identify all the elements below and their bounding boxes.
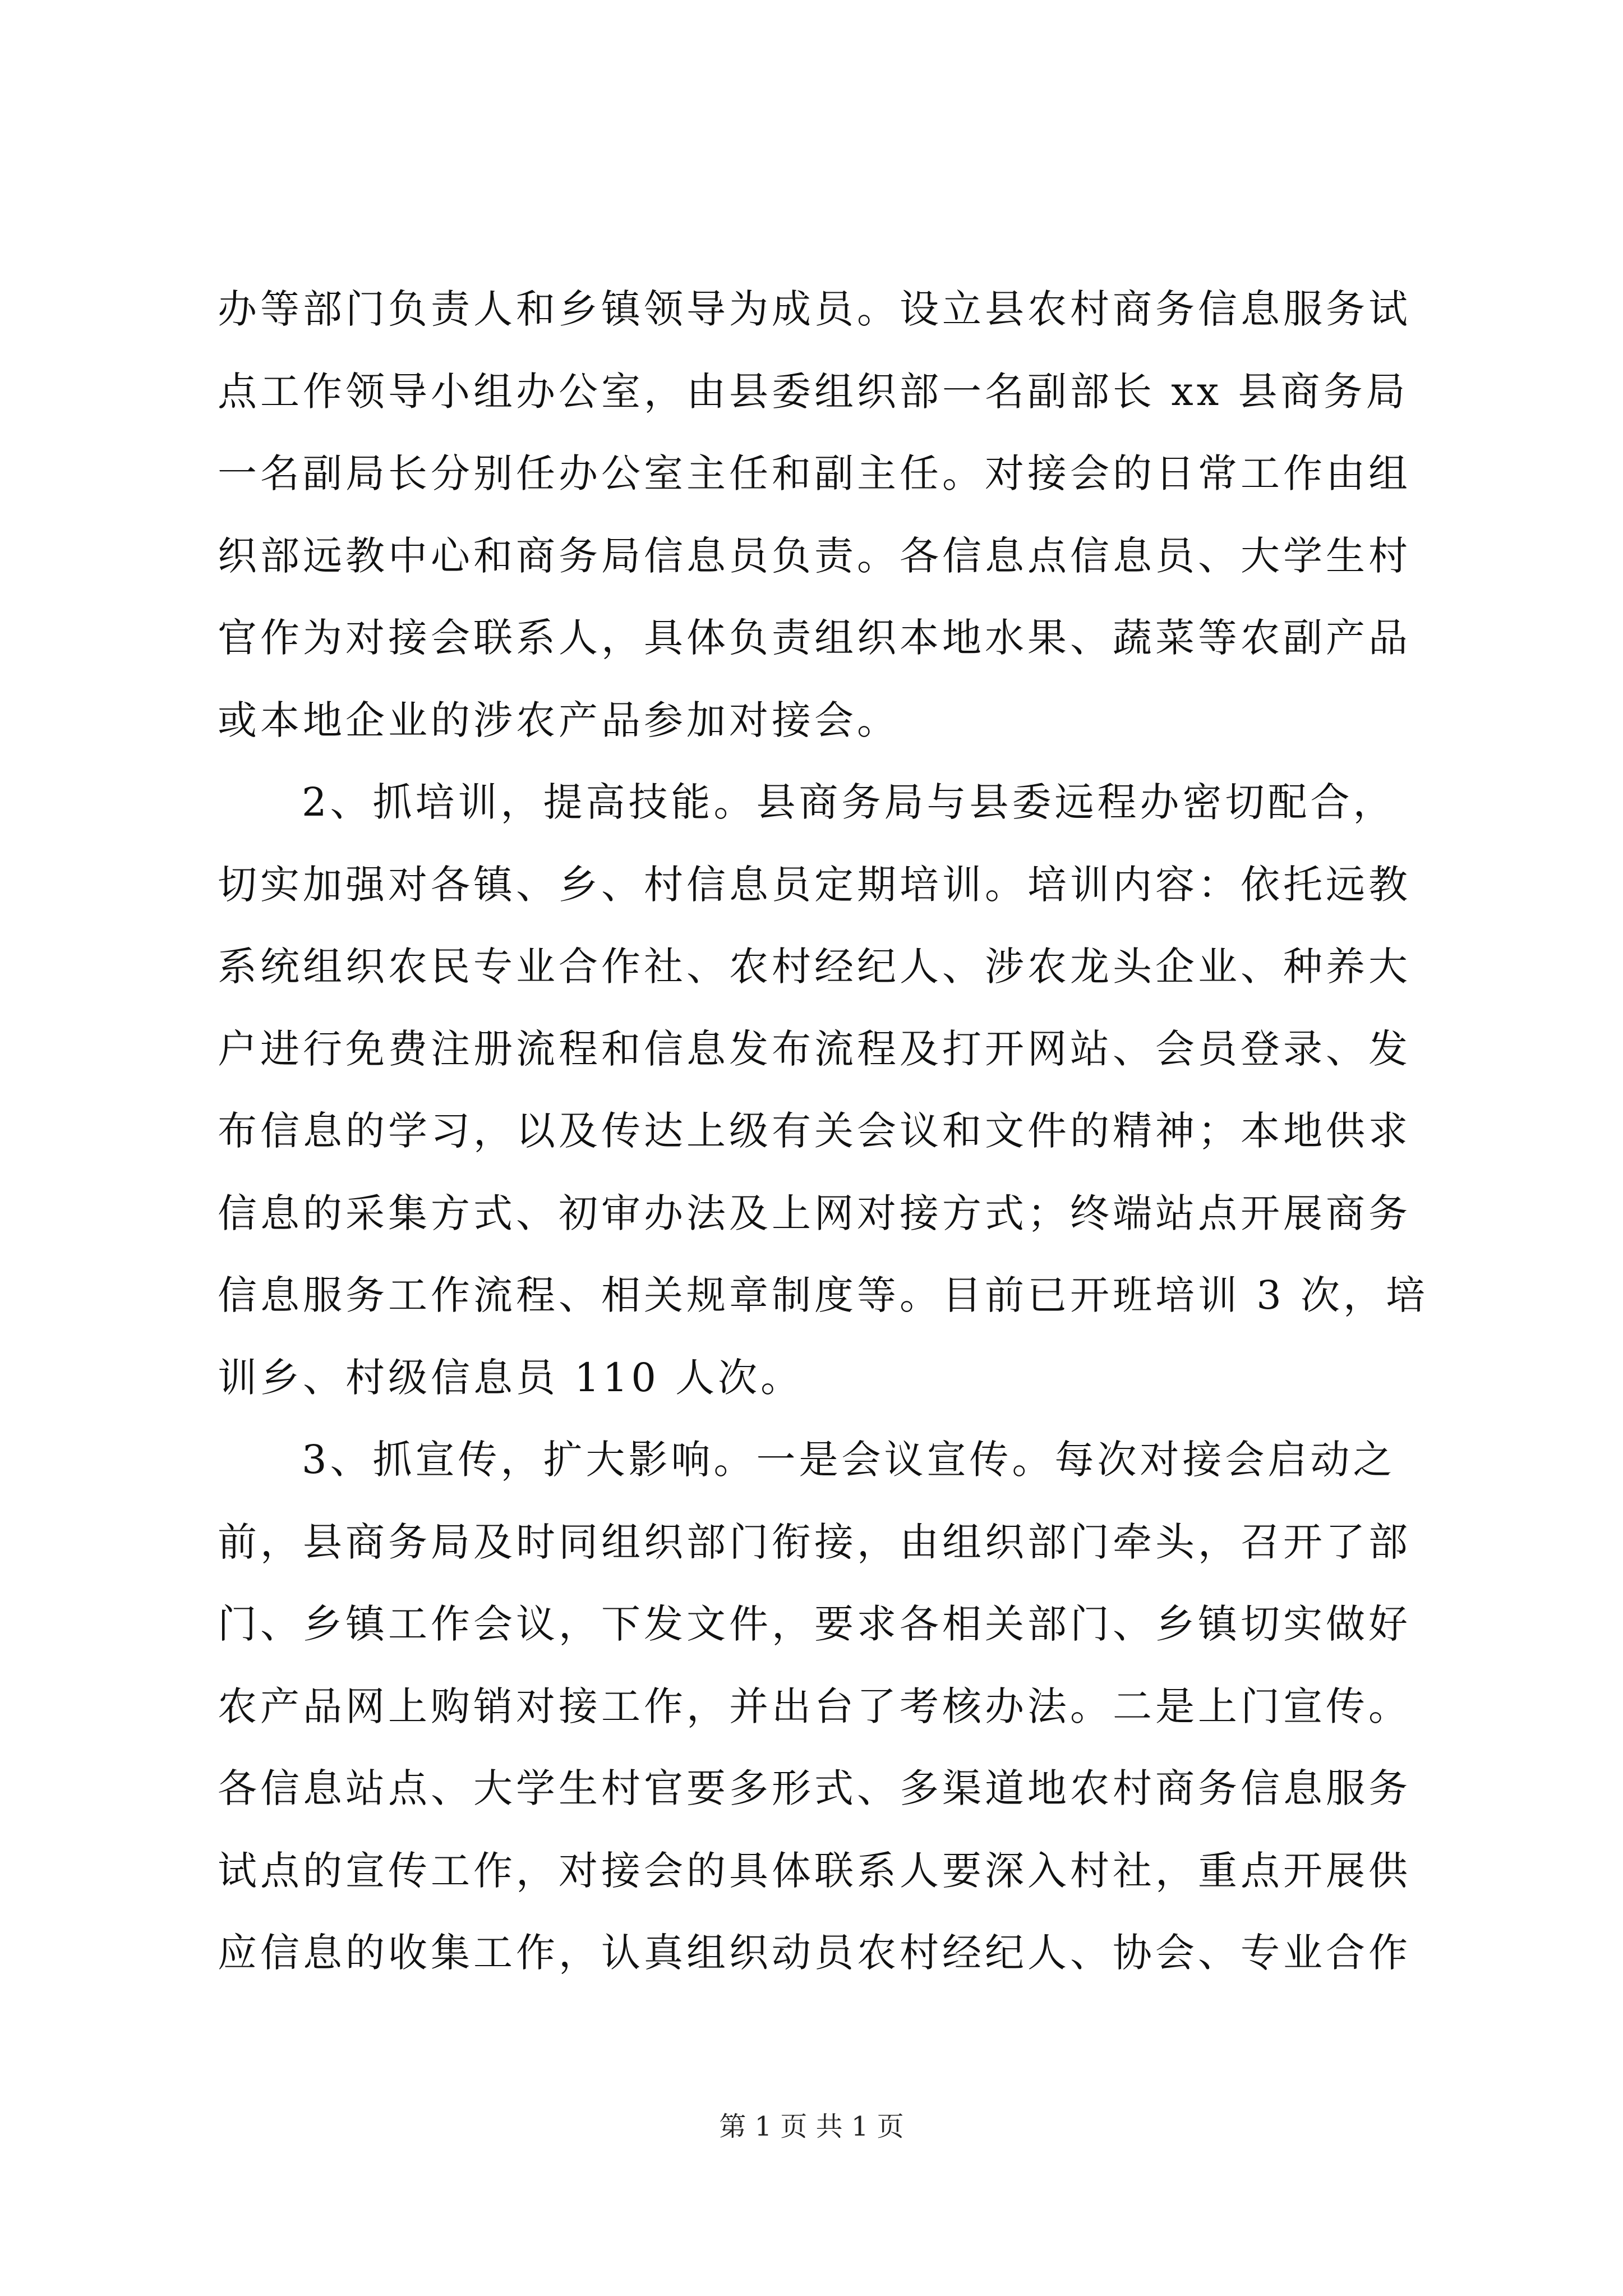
text-line: 试点的宣传工作，对接会的具体联系人要深入村社，重点开展供	[218, 1847, 1411, 1894]
text-line: 织部远教中心和商务局信息员负责。各信息点信息员、大学生村	[218, 532, 1411, 579]
text-line: 办等部门负责人和乡镇领导为成员。设立县农村商务信息服务试	[218, 286, 1411, 332]
text-line: 户进行免费注册流程和信息发布流程及打开网站、会员登录、发	[218, 1025, 1411, 1072]
text-line: 2、抓培训，提高技能。县商务局与县委远程办密切配合，	[302, 779, 1396, 825]
text-line: 门、乡镇工作会议，下发文件，要求各相关部门、乡镇切实做好	[218, 1601, 1411, 1647]
text-line: 农产品网上购销对接工作，并出台了考核办法。二是上门宣传。	[218, 1683, 1411, 1729]
text-line: 系统组织农民专业合作社、农村经纪人、涉农龙头企业、种养大	[218, 944, 1411, 990]
text-line: 布信息的学习，以及传达上级有关会议和文件的精神；本地供求	[218, 1108, 1411, 1154]
text-line: 3、抓宣传，扩大影响。一是会议宣传。每次对接会启动之	[302, 1437, 1396, 1483]
text-line: 各信息站点、大学生村官要多形式、多渠道地农村商务信息服务	[218, 1765, 1411, 1811]
text-line: 点工作领导小组办公室，由县委组织部一名副部长 xx 县商务局	[218, 368, 1409, 415]
text-line: 训乡、村级信息员 110 人次。	[218, 1354, 804, 1401]
page-footer: 第 1 页 共 1 页	[719, 2111, 904, 2142]
text-line: 前，县商务局及时同组织部门衔接，由组织部门牵头，召开了部	[218, 1519, 1411, 1565]
text-line: 切实加强对各镇、乡、村信息员定期培训。培训内容：依托远教	[218, 861, 1411, 908]
text-line: 一名副局长分别任办公室主任和副主任。对接会的日常工作由组	[218, 450, 1411, 496]
body-text	[218, 268, 1429, 1994]
text-line: 或本地企业的涉农产品参加对接会。	[218, 697, 900, 743]
text-line: 信息的采集方式、初审办法及上网对接方式；终端站点开展商务	[218, 1190, 1411, 1236]
text-line: 官作为对接会联系人，具体负责组织本地水果、蔬菜等农副产品	[218, 615, 1411, 661]
text-line: 信息服务工作流程、相关规章制度等。目前已开班培训 3 次，培	[218, 1272, 1429, 1318]
text-line: 应信息的收集工作，认真组织动员农村经纪人、协会、专业合作	[218, 1930, 1411, 1976]
